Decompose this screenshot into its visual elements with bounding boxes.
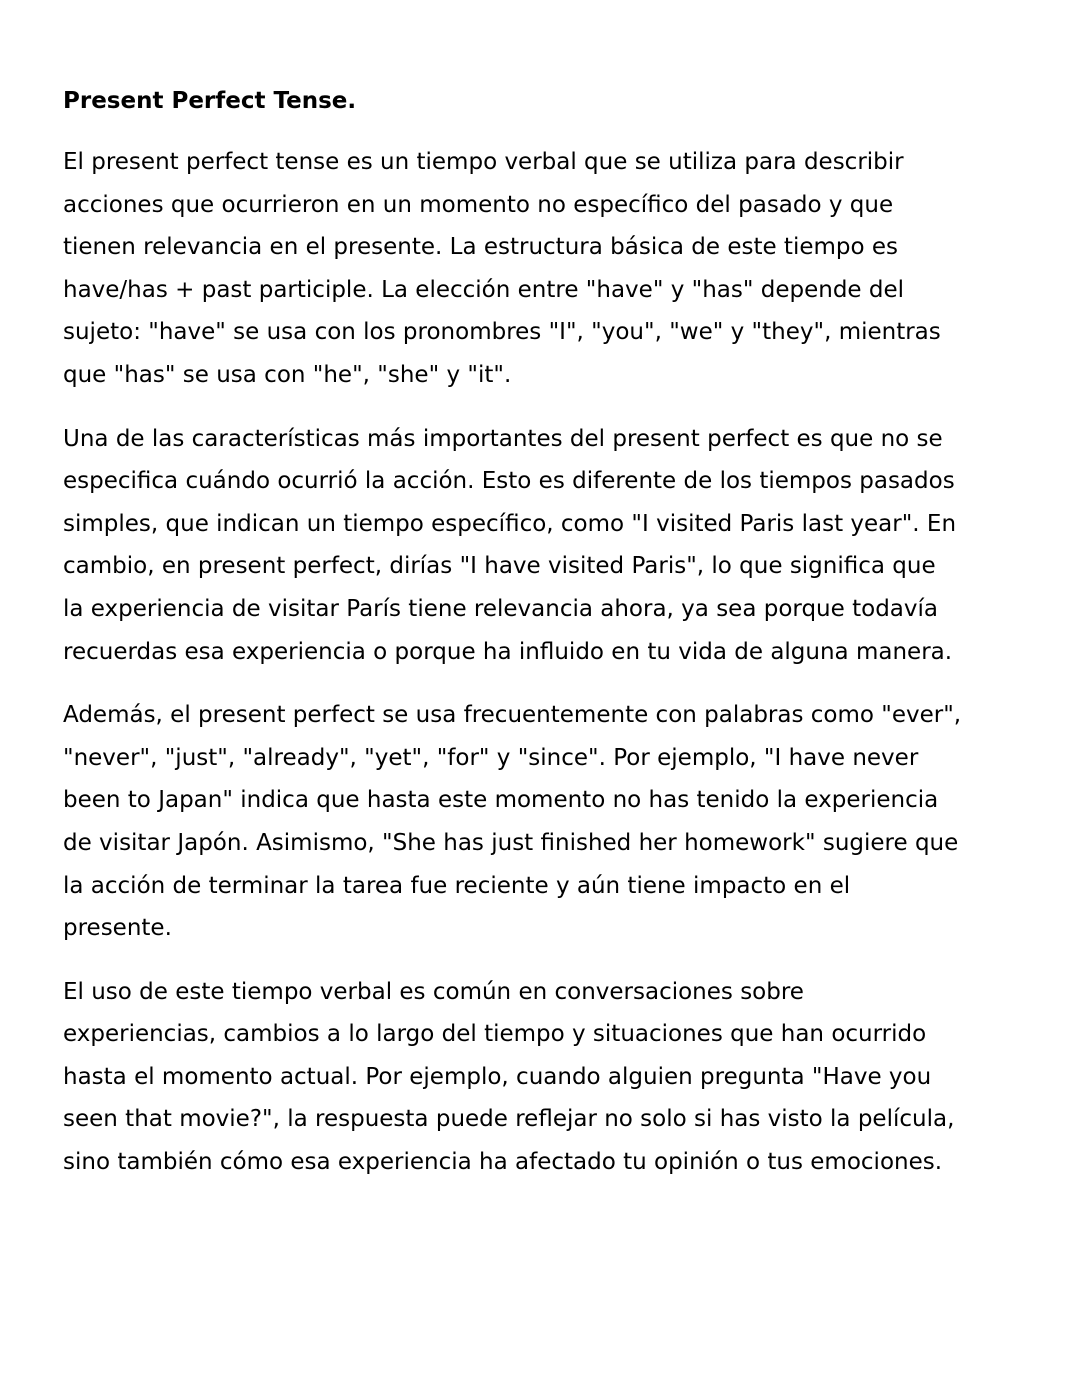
document-page <box>63 82 963 1205</box>
paragraph-usage: El uso de este tiempo verbal es común en conversaciones sobre experiencias, cambios a lo largo del tiempo y situaciones que han ocurrido hasta el momento actual. Por ejemplo, cuando alguien pregunta "Have you seen that movie?", la respuesta puede reflejar no solo si has visto la película, sino también cómo esa experiencia ha afectado tu opinión o tus emociones. <box>63 978 955 1176</box>
paragraph-definition: El present perfect tense es un tiempo verbal que se utiliza para describir acciones que ocurrieron en un momento no específico del pasado y que tienen relevancia en el presente. La estructura básica de este tiempo es have/has + past participle. La elección entre "have" y "has" depende del sujeto: "have" se usa con los pronombres "I", "you", "we" y "they", mientras que "has" se usa con "he", "she" y "it". <box>63 149 941 388</box>
paragraph-characteristics: Una de las características más importantes del present perfect es que no se especifica cuándo ocurrió la acción. Esto es diferente de los tiempos pasados simples, que indican un tiempo específico, como "I visited Paris last year". En cambio, en present perfect, dirías "I have visited Paris", lo que significa que la experiencia de visitar París tiene relevancia ahora, ya sea porque todavía recuerdas esa experiencia o porque ha influido en tu vida de alguna manera. <box>63 425 957 665</box>
document-title: Present Perfect Tense. <box>63 88 357 114</box>
paragraph-time-words: Además, el present perfect se usa frecuentemente con palabras como "ever", "never", "just", "already", "yet", "for" y "since". Por ejemplo, "I have never been to Japan" indica que hasta este momento no has tenido la experiencia de visitar Japón. Asimismo, "She has just finished her homework" sugiere que la acción de terminar la tarea fue reciente y aún tiene impacto en el presente. <box>63 702 962 942</box>
